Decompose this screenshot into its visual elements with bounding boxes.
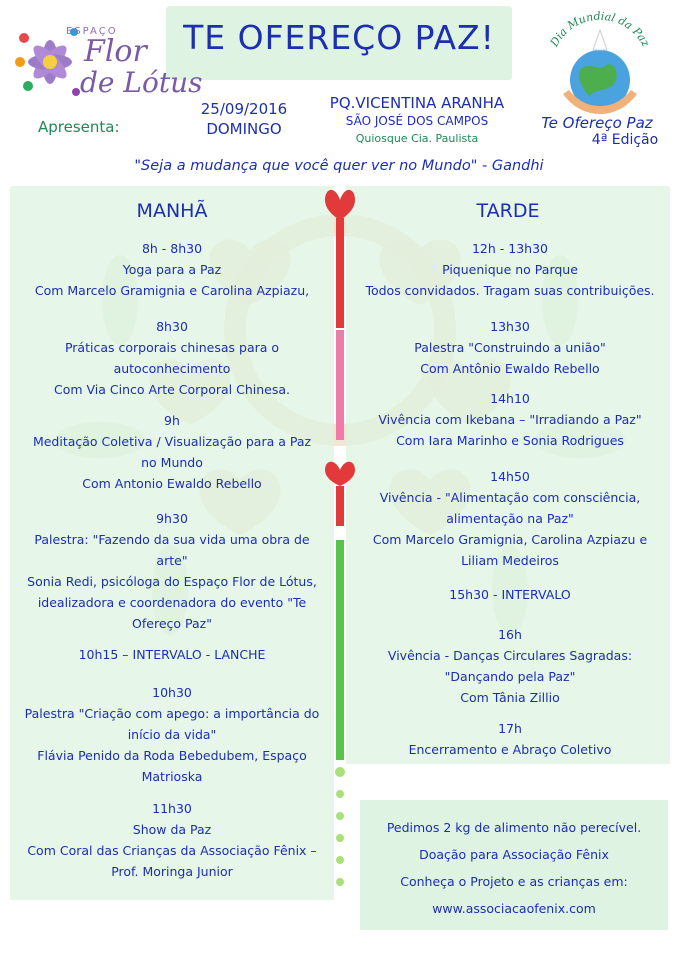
donation-line: Conheça o Projeto e as crianças em: bbox=[400, 874, 628, 889]
item-line: Palestra "Criação com apego: a importância do bbox=[24, 706, 320, 721]
afternoon-item bbox=[350, 584, 670, 605]
item-line: Com Antônio Ewaldo Rebello bbox=[420, 361, 600, 376]
morning-item bbox=[10, 238, 334, 301]
donation-info bbox=[360, 814, 668, 922]
afternoon-item bbox=[350, 388, 670, 451]
item-line: Encerramento e Abraço Coletivo bbox=[408, 742, 612, 757]
item-line: Matrioska bbox=[141, 769, 203, 784]
item-line: Yoga para a Paz bbox=[122, 262, 222, 277]
afternoon-heading: TARDE bbox=[476, 200, 540, 222]
item-time: 8h - 8h30 bbox=[141, 241, 203, 256]
item-time: 17h bbox=[498, 721, 522, 736]
brand-line-1: Flor bbox=[84, 34, 147, 69]
afternoon-item bbox=[350, 624, 670, 708]
item-time: 8h30 bbox=[156, 319, 188, 334]
item-time: 14h50 bbox=[490, 469, 530, 484]
item-line: início da vida" bbox=[127, 727, 217, 742]
right-logo-arc-text: Dia Mundial da Paz bbox=[547, 10, 653, 49]
item-line: Com Marcelo Gramignia e Carolina Azpiazu, bbox=[34, 283, 310, 298]
item-time: 16h bbox=[498, 627, 522, 642]
edition-number: 4ª Edição bbox=[591, 132, 659, 148]
afternoon-item bbox=[350, 466, 670, 571]
morning-item bbox=[10, 316, 334, 400]
afternoon-item bbox=[350, 238, 670, 301]
item-line: Palestra: "Fazendo da sua vida uma obra de bbox=[34, 532, 310, 547]
donation-url-link[interactable]: www.associacaofenix.com bbox=[432, 901, 596, 916]
event-city: SÃO JOSÉ DOS CAMPOS bbox=[345, 114, 489, 128]
afternoon-item bbox=[350, 718, 670, 760]
item-line: Com Coral das Crianças da Associação Fênix – bbox=[27, 843, 317, 858]
afternoon-item bbox=[350, 316, 670, 379]
item-line: Sonia Redi, psicóloga do Espaço Flor de Lótus, bbox=[27, 574, 317, 589]
item-line: Todos convidados. Tragam suas contribuições. bbox=[365, 283, 655, 298]
item-line: Liliam Medeiros bbox=[461, 553, 559, 568]
item-line: Com Tânia Zillio bbox=[460, 690, 560, 705]
item-line: idealizadora e coordenadora do evento "Te bbox=[37, 595, 307, 610]
item-time: 12h - 13h30 bbox=[471, 241, 549, 256]
item-line: Com Via Cinco Arte Corporal Chinesa. bbox=[53, 382, 290, 397]
item-time: 13h30 bbox=[490, 319, 530, 334]
morning-item bbox=[10, 798, 334, 882]
item-line: Meditação Coletiva / Visualização para a Paz bbox=[32, 434, 312, 449]
event-day: DOMINGO bbox=[206, 120, 282, 138]
brand-small-text: ESPAÇO bbox=[66, 26, 118, 37]
brand-line-2: de Lótus bbox=[80, 66, 203, 99]
morning-heading: MANHÃ bbox=[136, 200, 208, 222]
item-line: no Mundo bbox=[141, 455, 203, 470]
world-peace-day-logo-icon bbox=[535, 10, 665, 128]
item-time: 10h15 – INTERVALO - LANCHE bbox=[78, 647, 266, 662]
event-date: 25/09/2016 bbox=[200, 100, 288, 118]
item-line: Com Marcelo Gramignia, Carolina Azpiazu e bbox=[372, 532, 648, 547]
item-line: "Dançando pela Paz" bbox=[444, 669, 576, 684]
item-line: Flávia Penido da Roda Bebedubem, Espaço bbox=[37, 748, 307, 763]
item-line: Com Iara Marinho e Sonia Rodrigues bbox=[396, 433, 624, 448]
event-kiosk: Quiosque Cia. Paulista bbox=[355, 132, 479, 145]
edition-name: Te Ofereço Paz bbox=[541, 114, 653, 132]
morning-item bbox=[10, 508, 334, 634]
item-time: 10h30 bbox=[152, 685, 192, 700]
item-line: Vivência com Ikebana – "Irradiando a Paz" bbox=[378, 412, 642, 427]
item-time: 11h30 bbox=[152, 801, 192, 816]
item-time: 9h bbox=[164, 413, 180, 428]
presents-label: Apresenta: bbox=[38, 118, 120, 136]
item-line: Ofereço Paz" bbox=[132, 616, 212, 631]
donation-line: Pedimos 2 kg de alimento não perecível. bbox=[386, 820, 642, 835]
morning-item bbox=[10, 682, 334, 787]
item-line: Show da Paz bbox=[132, 822, 212, 837]
donation-line: Doação para Associação Fênix bbox=[419, 847, 609, 862]
item-line: Vivência - Danças Circulares Sagradas: bbox=[387, 648, 633, 663]
item-time: 15h30 - INTERVALO bbox=[449, 587, 571, 602]
morning-item bbox=[10, 410, 334, 494]
item-line: Piquenique no Parque bbox=[442, 262, 578, 277]
item-time: 14h10 bbox=[490, 391, 530, 406]
item-line: alimentação na Paz" bbox=[446, 511, 574, 526]
item-line: Prof. Moringa Junior bbox=[111, 864, 233, 879]
gandhi-quote: "Seja a mudança que você quer ver no Mundo" - Gandhi bbox=[134, 158, 544, 174]
item-line: Com Antonio Ewaldo Rebello bbox=[82, 476, 262, 491]
item-line: arte" bbox=[156, 553, 188, 568]
morning-item bbox=[10, 644, 334, 665]
item-line: Práticas corporais chinesas para o bbox=[64, 340, 280, 355]
item-time: 9h30 bbox=[156, 511, 188, 526]
item-line: autoconhecimento bbox=[113, 361, 231, 376]
item-line: Palestra "Construindo a união" bbox=[414, 340, 606, 355]
item-line: Vivência - "Alimentação com consciência, bbox=[379, 490, 641, 505]
event-title: TE OFEREÇO PAZ! bbox=[183, 18, 495, 57]
event-place: PQ.VICENTINA ARANHA bbox=[329, 94, 505, 112]
